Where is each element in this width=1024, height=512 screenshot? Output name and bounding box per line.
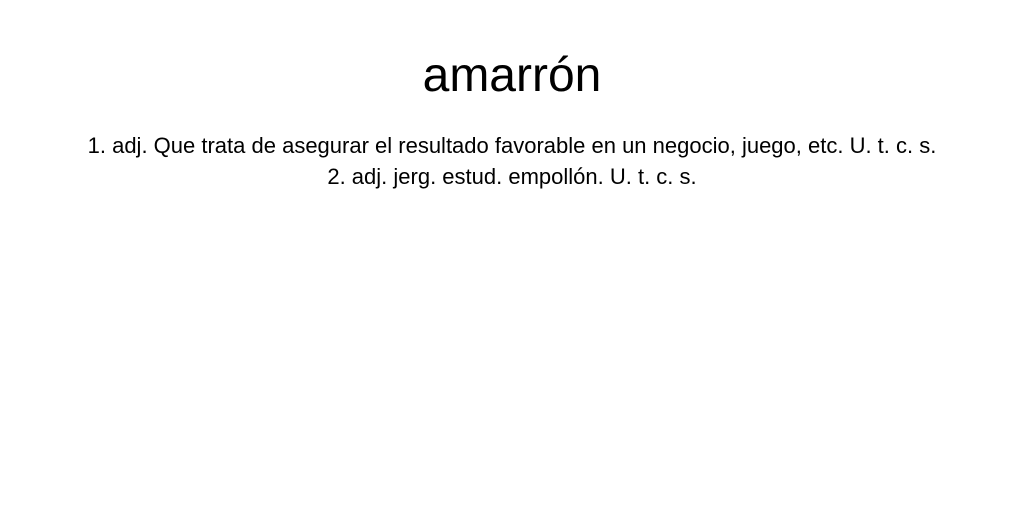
definition-2: 2. adj. jerg. estud. empollón. U. t. c. s. bbox=[327, 164, 697, 189]
headword: amarrón bbox=[422, 49, 602, 102]
definition-1: 1. adj. Que trata de asegurar el resultado favorable en un negocio, juego, etc. U. t. c. s. bbox=[87, 133, 937, 158]
definitions-list bbox=[72, 128, 952, 192]
